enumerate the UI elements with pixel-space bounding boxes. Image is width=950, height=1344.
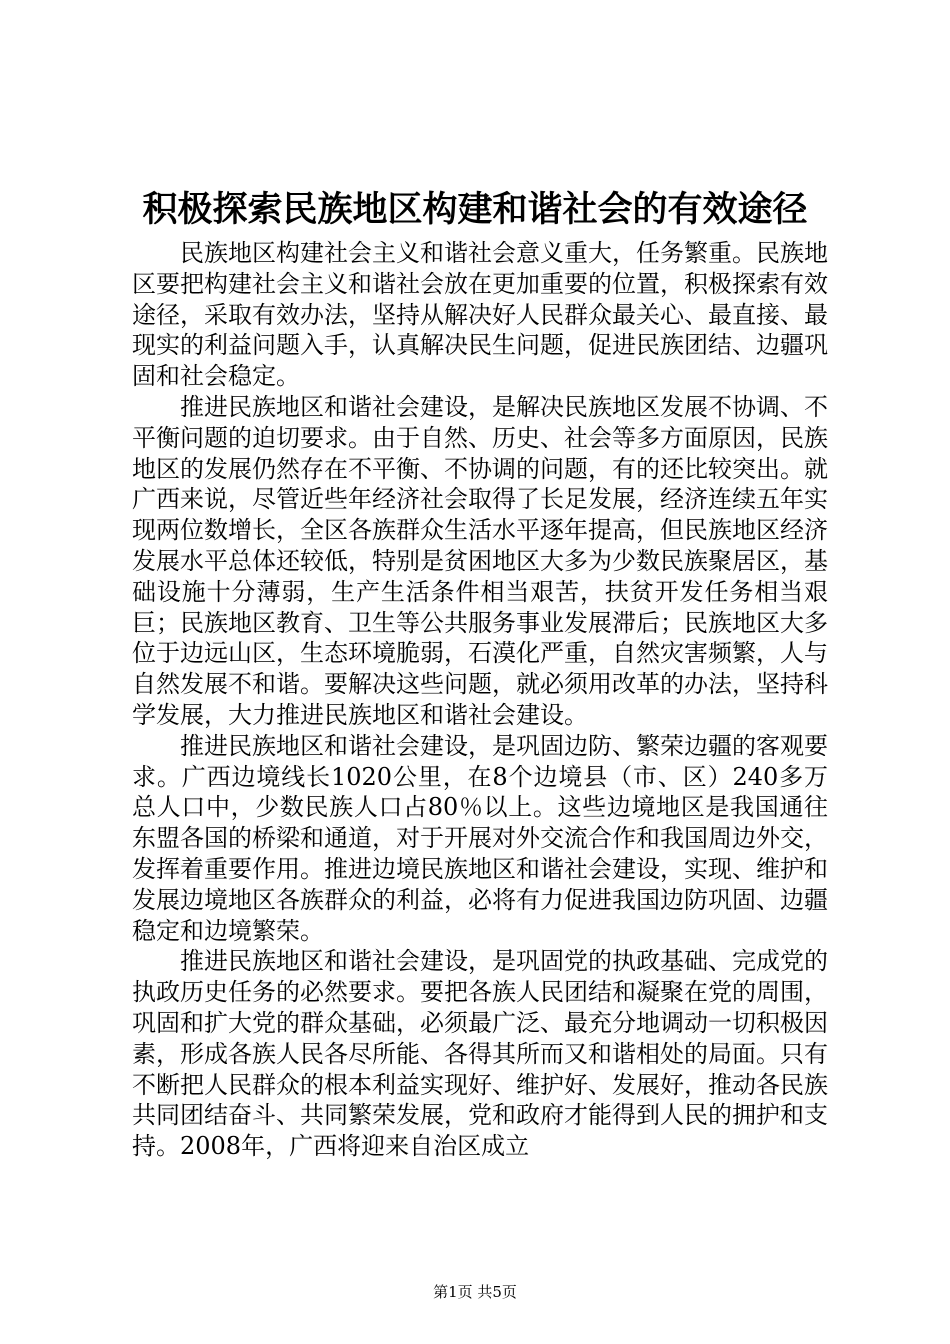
document-body — [132, 238, 828, 1162]
paragraph-4: 推进民族地区和谐社会建设，是巩固党的执政基础、完成党的执政历史任务的必然要求。要把各族人民团结和凝聚在党的周围，巩固和扩大党的群众基础，必须最广泛、最充分地调动一切积极因素，形成各族人民各尽所能、各得其所而又和谐相处的局面。只有不断把人民群众的根本利益实现好、维护好、发展好，推动各民族共同团结奋斗、共同繁荣发展，党和政府才能得到人民的拥护和支持。2008年，广西将迎来自治区成立 — [132, 947, 828, 1161]
paragraph-1: 民族地区构建社会主义和谐社会意义重大，任务繁重。民族地区要把构建社会主义和谐社会放在更加重要的位置，积极探索有效途径，采取有效办法，坚持从解决好人民群众最关心、最直接、最现实的利益问题入手，认真解决民生问题，促进民族团结、边疆巩固和社会稳定。 — [132, 239, 828, 391]
page-number-footer: 第1页 共5页 — [433, 1283, 517, 1301]
document-title: 积极探索民族地区构建和谐社会的有效途径 — [142, 189, 808, 230]
paragraph-3: 推进民族地区和谐社会建设，是巩固边防、繁荣边疆的客观要求。广西边境线长1020公里，在8个边境县（市、区）240多万总人口中，少数民族人口占80％以上。这些边境地区是我国通往东盟各国的桥梁和通道，对于开展对外交流合作和我国周边外交，发挥着重要作用。推进边境民族地区和谐社会建设，实现、维护和发展边境地区各族群众的利益，必将有力促进我国边防巩固、边疆稳定和边境繁荣。 — [132, 731, 828, 945]
paragraph-2: 推进民族地区和谐社会建设，是解决民族地区发展不协调、不平衡问题的迫切要求。由于自然、历史、社会等多方面原因，民族地区的发展仍然存在不平衡、不协调的问题，有的还比较突出。就广西来说，尽管近些年经济社会取得了长足发展，经济连续五年实现两位数增长，全区各族群众生活水平逐年提高，但民族地区经济发展水平总体还较低，特别是贫困地区大多为少数民族聚居区，基础设施十分薄弱，生产生活条件相当艰苦，扶贫开发任务相当艰巨；民族地区教育、卫生等公共服务事业发展滞后；民族地区大多位于边远山区，生态环境脆弱，石漠化严重，自然灾害频繁，人与自然发展不和谐。要解决这些问题，就必须用改革的办法，坚持科学发展，大力推进民族地区和谐社会建设。 — [132, 392, 828, 729]
